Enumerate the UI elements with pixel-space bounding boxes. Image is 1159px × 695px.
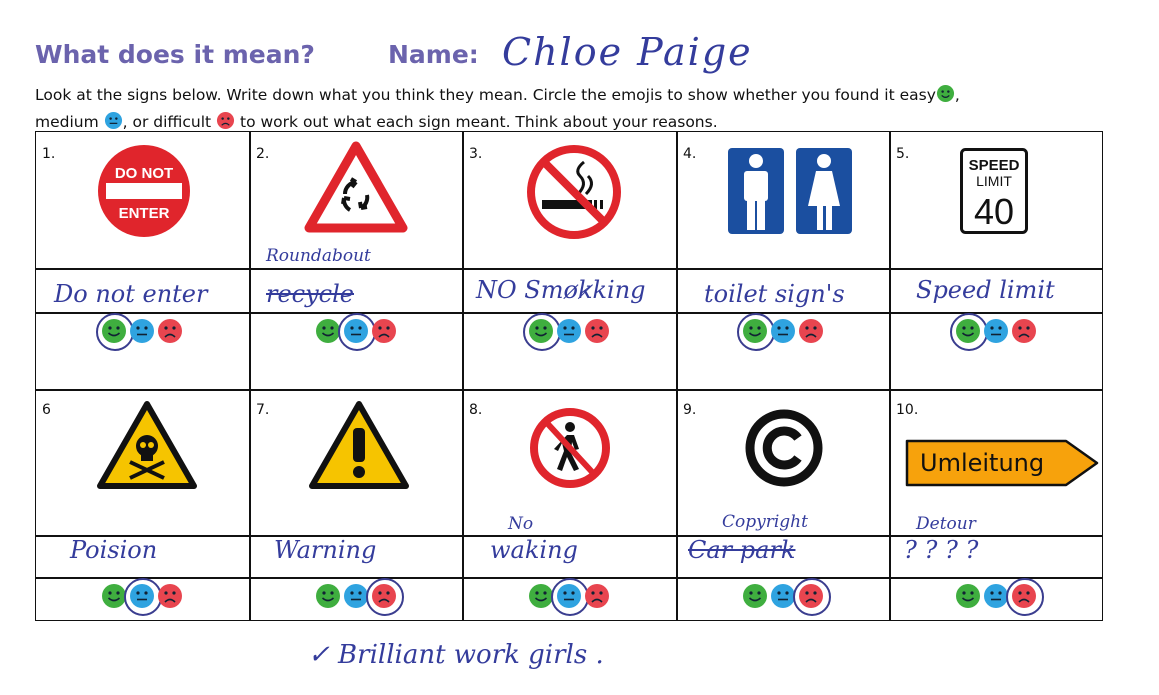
- column-divider: [676, 132, 678, 620]
- answer-text[interactable]: Warning: [274, 536, 377, 564]
- sign-note: No: [508, 514, 534, 534]
- answer-text-struck[interactable]: recycle: [266, 280, 354, 308]
- difficult-emoji-icon[interactable]: [798, 583, 824, 609]
- column-divider: [249, 132, 251, 620]
- easy-emoji-icon[interactable]: [955, 583, 981, 609]
- easy-emoji-icon: [936, 84, 955, 103]
- answer-text[interactable]: Do not enter: [54, 280, 208, 308]
- toilet-sign-icon: [728, 148, 852, 234]
- emoji-rating-row: [315, 318, 397, 344]
- sign-text: ENTER: [118, 205, 170, 222]
- medium-emoji-icon[interactable]: [129, 318, 155, 344]
- no-entry-sign-icon: [96, 143, 192, 239]
- emoji-rating-row: [742, 583, 824, 609]
- instructions-difficult: , or difficult: [122, 113, 212, 131]
- signs-table: [35, 131, 1103, 621]
- instructions-comma: ,: [954, 86, 960, 104]
- medium-emoji-icon: [104, 111, 123, 130]
- sign-text: LIMIT: [976, 173, 1012, 189]
- difficult-emoji-icon[interactable]: [371, 318, 397, 344]
- emoji-rating-row: [955, 318, 1037, 344]
- emoji-rating-row: [742, 318, 824, 344]
- difficult-emoji-icon[interactable]: [584, 583, 610, 609]
- emoji-rating-row: [528, 318, 610, 344]
- row-divider: [36, 312, 1102, 314]
- answer-text[interactable]: NO Smo̷k̷king: [476, 276, 646, 304]
- detour-sign-icon: [904, 438, 1100, 488]
- answer-text[interactable]: waking: [490, 536, 578, 564]
- speed-limit-sign-icon: [960, 148, 1028, 234]
- sign-note: Copyright: [722, 512, 808, 532]
- sign-number: 2.: [256, 146, 270, 162]
- sign-number: 9.: [683, 402, 697, 418]
- sign-text: Umleitung: [920, 449, 1045, 477]
- emoji-rating-row: [955, 583, 1037, 609]
- instructions-line-2: [35, 111, 718, 131]
- instructions-medium: medium: [35, 113, 99, 131]
- medium-emoji-icon[interactable]: [343, 318, 369, 344]
- roundabout-sign-icon: [303, 140, 409, 234]
- difficult-emoji-icon[interactable]: [157, 318, 183, 344]
- answer-text[interactable]: ? ? ? ?: [904, 536, 979, 564]
- easy-emoji-icon[interactable]: [101, 318, 127, 344]
- no-pedestrians-sign-icon: [529, 407, 611, 489]
- answer-text[interactable]: Poision: [70, 536, 158, 564]
- row-divider: [36, 389, 1102, 391]
- difficult-emoji-icon[interactable]: [798, 318, 824, 344]
- poison-sign-icon: [94, 398, 200, 492]
- easy-emoji-icon[interactable]: [742, 583, 768, 609]
- sign-text: 40: [973, 191, 1015, 232]
- difficult-emoji-icon[interactable]: [584, 318, 610, 344]
- answer-text[interactable]: Speed limit: [916, 276, 1055, 304]
- name-label: Name:: [388, 40, 479, 69]
- sign-number: 3.: [469, 146, 483, 162]
- difficult-emoji-icon: [216, 111, 235, 130]
- easy-emoji-icon[interactable]: [315, 583, 341, 609]
- row-divider: [36, 268, 1102, 270]
- no-smoking-sign-icon: [526, 144, 622, 240]
- medium-emoji-icon[interactable]: [556, 583, 582, 609]
- emoji-rating-row: [101, 583, 183, 609]
- medium-emoji-icon[interactable]: [556, 318, 582, 344]
- sign-text: SPEED: [968, 157, 1020, 174]
- instructions-text-1: Look at the signs below. Write down what you think they mean. Circle the emojis to show whether you found it easy: [35, 86, 936, 104]
- warning-sign-icon: [306, 398, 412, 492]
- sign-note: Detour: [916, 514, 976, 534]
- sign-number: 10.: [896, 402, 919, 418]
- instructions-line-1: [35, 84, 960, 104]
- easy-emoji-icon[interactable]: [528, 318, 554, 344]
- sign-note: Roundabout: [266, 246, 371, 266]
- sign-number: 4.: [683, 146, 697, 162]
- sign-number: 7.: [256, 402, 270, 418]
- sign-number: 5.: [896, 146, 910, 162]
- emoji-rating-row: [528, 583, 610, 609]
- emoji-rating-row: [101, 318, 183, 344]
- emoji-rating-row: [315, 583, 397, 609]
- answer-text-struck[interactable]: Car park: [688, 536, 796, 564]
- sign-number: 6: [42, 402, 51, 418]
- difficult-emoji-icon[interactable]: [157, 583, 183, 609]
- copyright-sign-icon: [744, 408, 824, 488]
- column-divider: [889, 132, 891, 620]
- worksheet-title: What does it mean?: [35, 40, 315, 69]
- difficult-emoji-icon[interactable]: [1011, 583, 1037, 609]
- student-name: Chloe Paige: [502, 30, 753, 74]
- sign-number: 8.: [469, 402, 483, 418]
- answer-text[interactable]: toilet sign's: [704, 280, 845, 308]
- sign-number: 1.: [42, 146, 56, 162]
- sign-text: DO NOT: [114, 165, 174, 182]
- instructions-end: to work out what each sign meant. Think about your reasons.: [240, 113, 718, 131]
- difficult-emoji-icon[interactable]: [1011, 318, 1037, 344]
- difficult-emoji-icon[interactable]: [371, 583, 397, 609]
- medium-emoji-icon[interactable]: [770, 318, 796, 344]
- easy-emoji-icon[interactable]: [955, 318, 981, 344]
- easy-emoji-icon[interactable]: [742, 318, 768, 344]
- teacher-feedback: ✓ Brilliant work girls .: [308, 640, 604, 670]
- medium-emoji-icon[interactable]: [983, 318, 1009, 344]
- medium-emoji-icon[interactable]: [129, 583, 155, 609]
- column-divider: [462, 132, 464, 620]
